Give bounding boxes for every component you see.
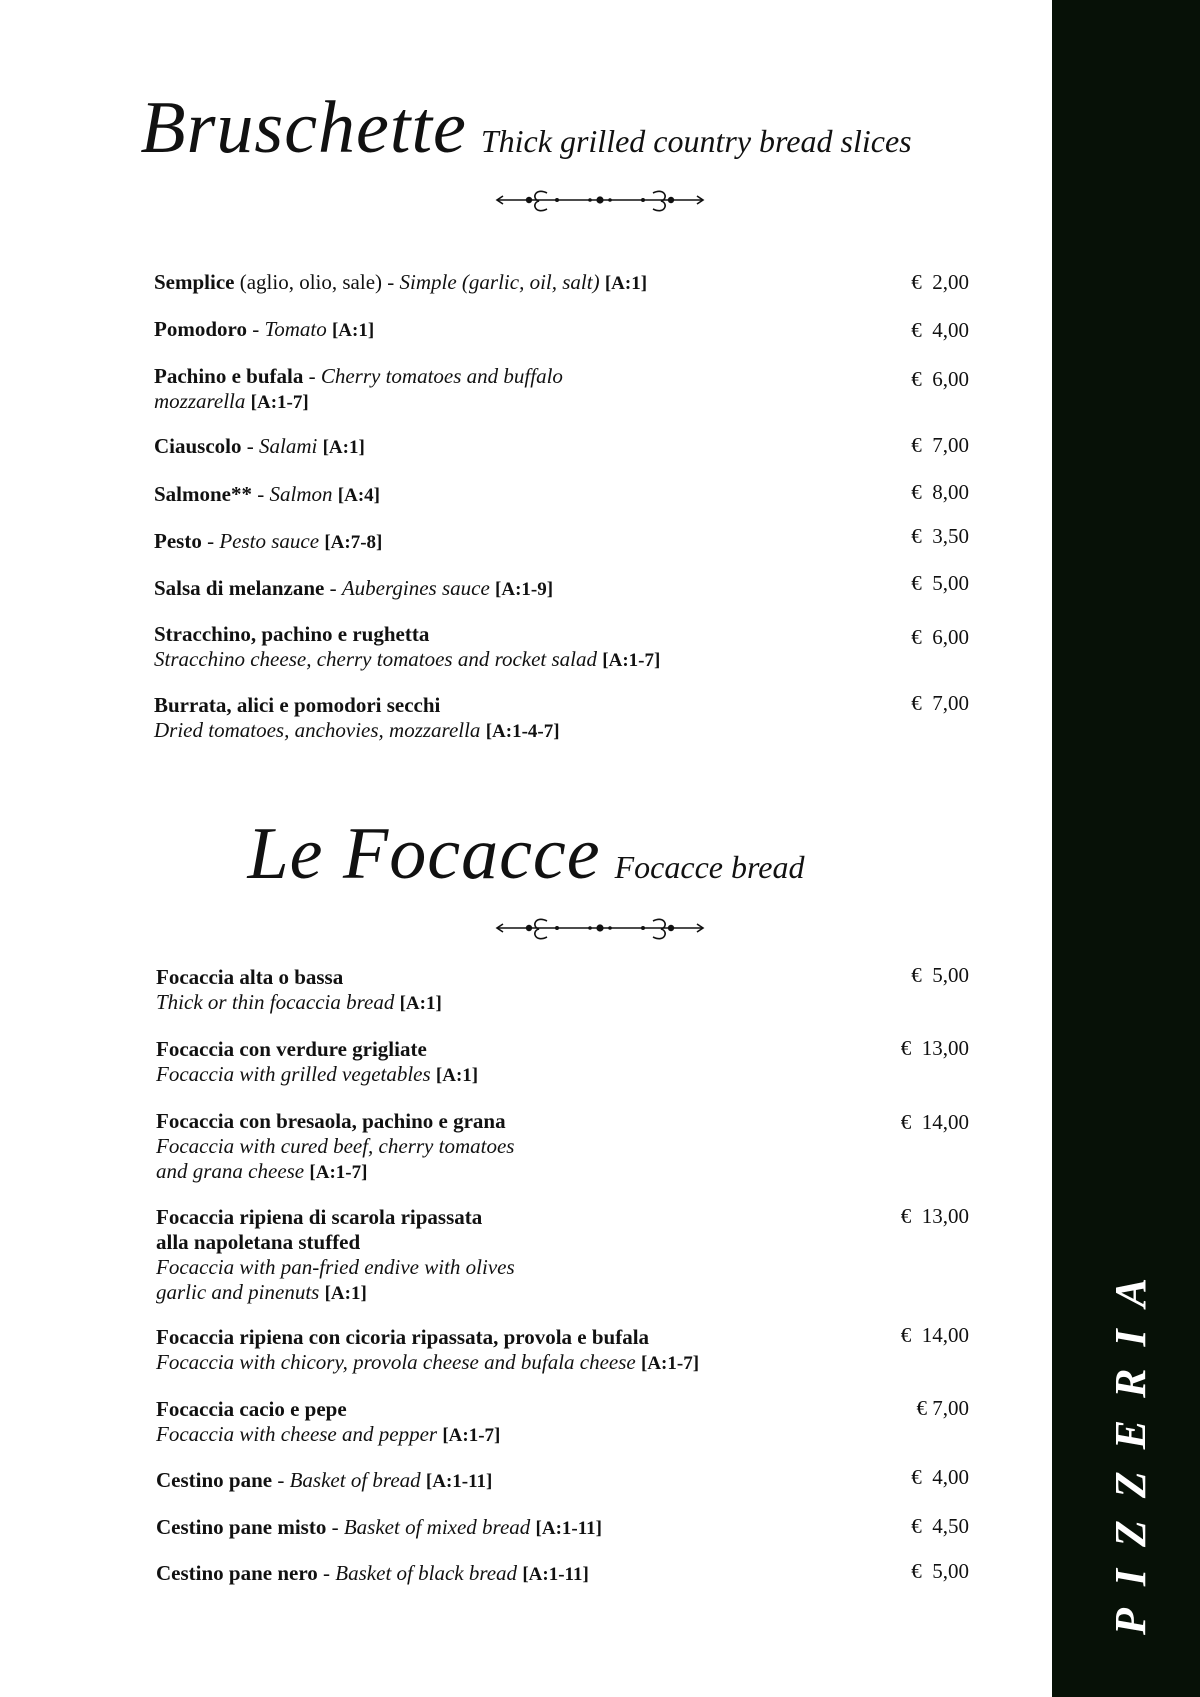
item-price: € 7,00 [916, 1396, 969, 1420]
allergen-code: [A:1-7] [602, 650, 661, 671]
item-description: Basket of bread [289, 1468, 421, 1492]
item-name: Pachino e bufala [154, 364, 304, 388]
item-price: € 14,00 [900, 1110, 969, 1134]
item-name-note: (aglio, olio, sale) [234, 270, 383, 294]
section-subheading: Thick grilled country bread slices [480, 123, 912, 159]
item-separator: - [252, 482, 270, 506]
menu-item [156, 965, 796, 1016]
allergen-code: [A:1-11] [535, 1518, 602, 1539]
item-price: € 13,00 [900, 1036, 969, 1060]
item-name: Salsa di melanzane [154, 576, 325, 600]
menu-item [156, 1561, 796, 1587]
item-separator: - [317, 1561, 336, 1585]
allergen-code: [A:1-11] [522, 1564, 589, 1585]
allergen-code: [A:1] [322, 437, 365, 458]
item-price: € 4,50 [911, 1514, 969, 1538]
ornament-divider-icon [495, 185, 705, 215]
item-name: Cestino pane [156, 1468, 273, 1492]
item-separator: - [246, 317, 265, 341]
allergen-code: [A:4] [337, 485, 380, 506]
item-description: Basket of mixed bread [343, 1515, 531, 1539]
allergen-code: [A:1-4-7] [485, 721, 560, 742]
item-price: € 4,00 [911, 1465, 969, 1489]
menu-item [154, 529, 794, 555]
item-price: € 14,00 [900, 1323, 969, 1347]
item-price: € 5,00 [911, 1559, 969, 1583]
item-price: € 3,50 [911, 524, 969, 548]
menu-item [154, 364, 794, 415]
item-description: Salmon [269, 482, 333, 506]
item-name: Semplice [154, 270, 235, 294]
item-description: Focaccia with cured beef, cherry tomatoes [156, 1134, 515, 1158]
item-name: Focaccia ripiena di scarola ripassata [156, 1205, 483, 1229]
menu-item [154, 622, 794, 673]
item-description: Stracchino cheese, cherry tomatoes and rocket salad [154, 647, 598, 671]
item-separator: - [241, 434, 260, 458]
item-price: € 2,00 [911, 270, 969, 294]
item-name: Focaccia alta o bassa [156, 965, 344, 989]
item-price: € 5,00 [911, 571, 969, 595]
item-description-cont: and grana cheese [156, 1159, 305, 1183]
ornament-divider-icon [495, 913, 705, 943]
item-separator: - [324, 576, 342, 600]
item-price: € 7,00 [911, 691, 969, 715]
item-description: Focaccia with grilled vegetables [156, 1062, 431, 1086]
item-name: Cestino pane misto [156, 1515, 327, 1539]
section-heading: Bruschette [140, 87, 467, 169]
item-name: Focaccia ripiena con cicoria ripassata, provola e bufala [156, 1325, 650, 1349]
item-price: € 8,00 [911, 480, 969, 504]
allergen-code: [A:1] [324, 1283, 367, 1304]
item-name: Focaccia con bresaola, pachino e grana [156, 1109, 506, 1133]
item-separator: - [326, 1515, 344, 1539]
item-description: Focaccia with pan-fried endive with olives [156, 1255, 515, 1279]
item-description-cont: mozzarella [154, 389, 246, 413]
item-description: Tomato [264, 317, 327, 341]
allergen-code: [A:1] [604, 273, 648, 294]
menu-item [154, 693, 794, 744]
section-heading: Le Focacce [247, 813, 601, 895]
menu-item [154, 317, 794, 343]
menu-item [156, 1515, 796, 1541]
menu-item [156, 1109, 796, 1185]
item-description: Simple (garlic, oil, salt) [399, 270, 600, 294]
item-description: Thick or thin focaccia bread [156, 990, 395, 1014]
allergen-code: [A:1-11] [425, 1471, 493, 1492]
item-separator: - [272, 1468, 290, 1492]
item-description: Salami [259, 434, 318, 458]
item-name-cont: alla napoletana stuffed [156, 1230, 361, 1254]
item-price: € 6,00 [911, 625, 969, 649]
section-title-bruschette [0, 86, 1052, 171]
item-description: Basket of black bread [335, 1561, 518, 1585]
menu-item [156, 1325, 836, 1376]
item-name: Salmone** [154, 482, 253, 506]
item-description: Aubergines sauce [341, 576, 490, 600]
allergen-code: [A:1-9] [495, 579, 554, 600]
item-description: Focaccia with chicory, provola cheese and bufala cheese [156, 1350, 636, 1374]
menu-item [156, 1037, 796, 1088]
item-name: Pesto [154, 529, 202, 553]
allergen-code: [A:7-8] [324, 532, 383, 553]
menu-item [156, 1397, 796, 1448]
item-description-cont: garlic and pinenuts [156, 1280, 320, 1304]
item-name: Burrata, alici e pomodori secchi [154, 693, 441, 717]
item-name: Cestino pane nero [156, 1561, 318, 1585]
menu-item [156, 1468, 796, 1494]
item-price: € 4,00 [911, 318, 969, 342]
sidebar-label: PIZZERIA [1106, 1256, 1155, 1635]
section-title-focacce [0, 812, 1052, 897]
allergen-code: [A:1-7] [250, 392, 309, 413]
allergen-code: [A:1-7] [641, 1353, 700, 1374]
item-description: Pesto sauce [219, 529, 320, 553]
item-description: Dried tomatoes, anchovies, mozzarella [154, 718, 481, 742]
allergen-code: [A:1-7] [309, 1162, 368, 1183]
item-price: € 6,00 [911, 367, 969, 391]
allergen-code: [A:1-7] [442, 1425, 501, 1446]
item-price: € 7,00 [911, 433, 969, 457]
menu-item [154, 270, 794, 296]
menu-item [154, 482, 794, 508]
item-name: Stracchino, pachino e rughetta [154, 622, 430, 646]
item-description: Focaccia with cheese and pepper [156, 1422, 438, 1446]
item-separator: - [303, 364, 321, 388]
item-separator: - [201, 529, 220, 553]
item-separator: - [382, 270, 400, 294]
allergen-code: [A:1] [331, 320, 375, 341]
allergen-code: [A:1] [399, 993, 442, 1014]
item-name: Ciauscolo [154, 434, 242, 458]
section-subheading: Focacce bread [614, 849, 805, 885]
item-description: Cherry tomatoes and buffalo [320, 364, 563, 388]
item-name: Pomodoro [154, 317, 247, 341]
menu-item [154, 434, 794, 460]
menu-item [156, 1205, 796, 1306]
item-name: Focaccia cacio e pepe [156, 1397, 347, 1421]
allergen-code: [A:1] [435, 1065, 479, 1086]
item-price: € 13,00 [900, 1204, 969, 1228]
item-price: € 5,00 [911, 963, 969, 987]
item-name: Focaccia con verdure grigliate [156, 1037, 427, 1061]
menu-item [154, 576, 794, 602]
